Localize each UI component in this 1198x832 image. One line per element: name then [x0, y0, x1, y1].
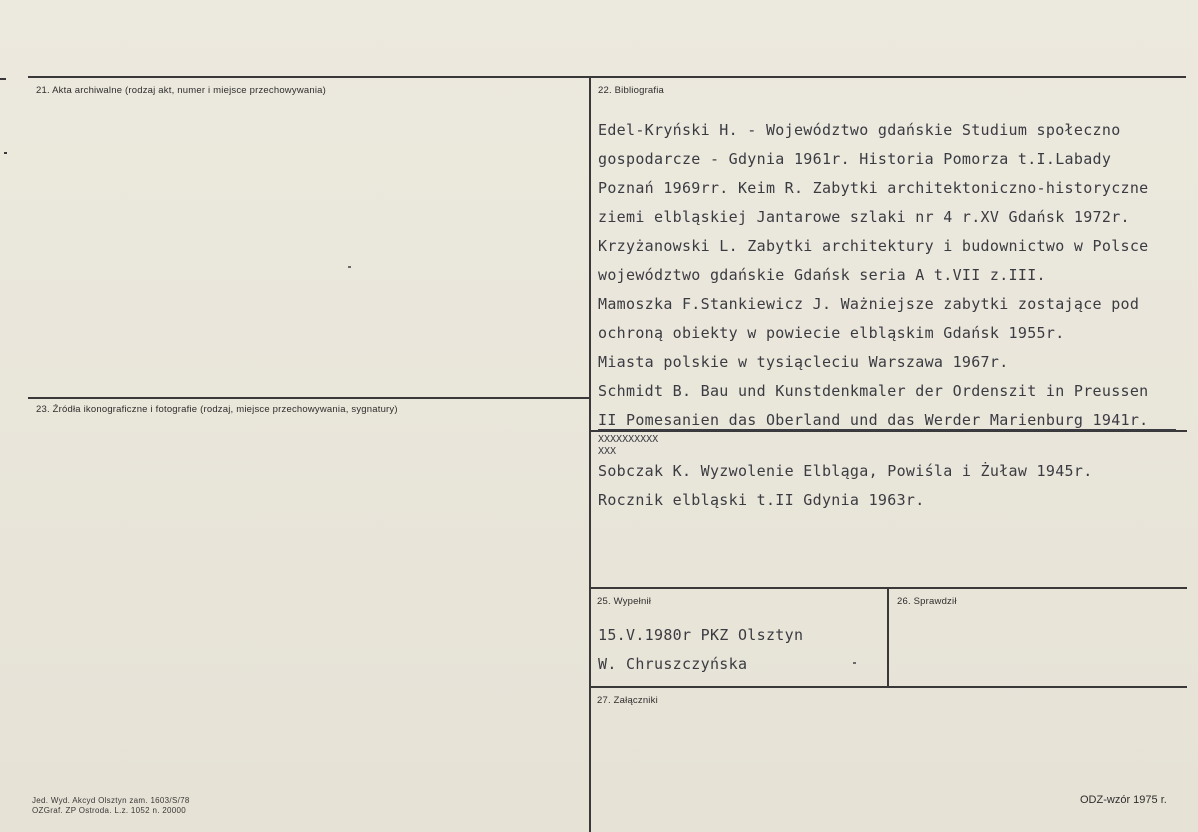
bibliography-line: Mamoszka F.Stankiewicz J. Ważniejsze zabytki zostające pod — [598, 295, 1140, 313]
margin-tick — [0, 78, 6, 80]
struck-out-text: XXXXXXXXXX — [598, 434, 659, 445]
bibliography-line: Miasta polskie w tysiącleciu Warszawa 1967r. — [598, 353, 1009, 371]
printer-imprint-line-2: OZGraf. ZP Ostroda. L.z. 1052 n. 20000 — [32, 806, 186, 815]
bibliography-line: Krzyżanowski L. Zabytki architektury i budownictwo w Polsce — [598, 237, 1149, 255]
section-21-label: 21. Akta archiwalne (rodzaj akt, numer i miejsce przechowywania) — [36, 85, 327, 96]
bibliography-line: Sobczak K. Wyzwolenie Elbląga, Powiśla i Żuław 1945r. — [598, 462, 1093, 480]
bibliography-line: Schmidt B. Bau und Kunstdenkmaler der Ordenszit in Preussen — [598, 382, 1149, 400]
rule-right-27 — [591, 686, 1187, 688]
bibliography-line: województwo gdańskie Gdańsk seria A t.VII z.III. — [598, 266, 1046, 284]
bibliography-line: gospodarcze - Gdynia 1961r. Historia Pomorza t.I.Labady — [598, 150, 1112, 168]
section-25-label: 25. Wypełnił — [597, 596, 652, 607]
section-23-label: 23. Źródła ikonograficzne i fotografie (rodzaj, miejsce przechowywania, sygnatury) — [36, 404, 398, 415]
section-26-label: 26. Sprawdził — [897, 596, 957, 607]
ink-speck — [853, 662, 856, 664]
center-divider — [589, 77, 591, 832]
top-rule — [28, 76, 1186, 78]
bibliography-line: ochroną obiekty w powiecie elbląskim Gdańsk 1955r. — [598, 324, 1065, 342]
section-22-label: 22. Bibliografia — [598, 85, 665, 96]
bibliography-line: ziemi elbląskiej Jantarowe szlaki nr 4 r.XV Gdańsk 1972r. — [598, 208, 1130, 226]
typed-underline — [598, 429, 1176, 431]
struck-out-text: XXX — [598, 446, 617, 457]
bibliography-line: II Pomesanien das Oberland und das Werder Marienburg 1941r. — [598, 411, 1149, 429]
ink-speck — [348, 266, 351, 268]
margin-tick — [4, 152, 7, 154]
rule-left-23 — [28, 397, 590, 399]
bibliography-line: Edel-Kryński H. - Województwo gdańskie Studium społeczno — [598, 121, 1121, 139]
rule-right-25 — [591, 587, 1187, 589]
printer-imprint-line-1: Jed. Wyd. Akcyd Olsztyn zam. 1603/S/78 — [32, 796, 190, 805]
filled-by-name-line: W. Chruszczyńska — [598, 655, 748, 673]
form-reference: ODZ-wzór 1975 r. — [1080, 794, 1167, 806]
filled-by-date-line: 15.V.1980r PKZ Olsztyn — [598, 626, 804, 644]
divider-25-26 — [887, 588, 889, 687]
bibliography-line: Poznań 1969rr. Keim R. Zabytki architektoniczno-historyczne — [598, 179, 1149, 197]
section-27-label: 27. Załączniki — [597, 695, 658, 706]
bibliography-line: Rocznik elbląski t.II Gdynia 1963r. — [598, 491, 925, 509]
